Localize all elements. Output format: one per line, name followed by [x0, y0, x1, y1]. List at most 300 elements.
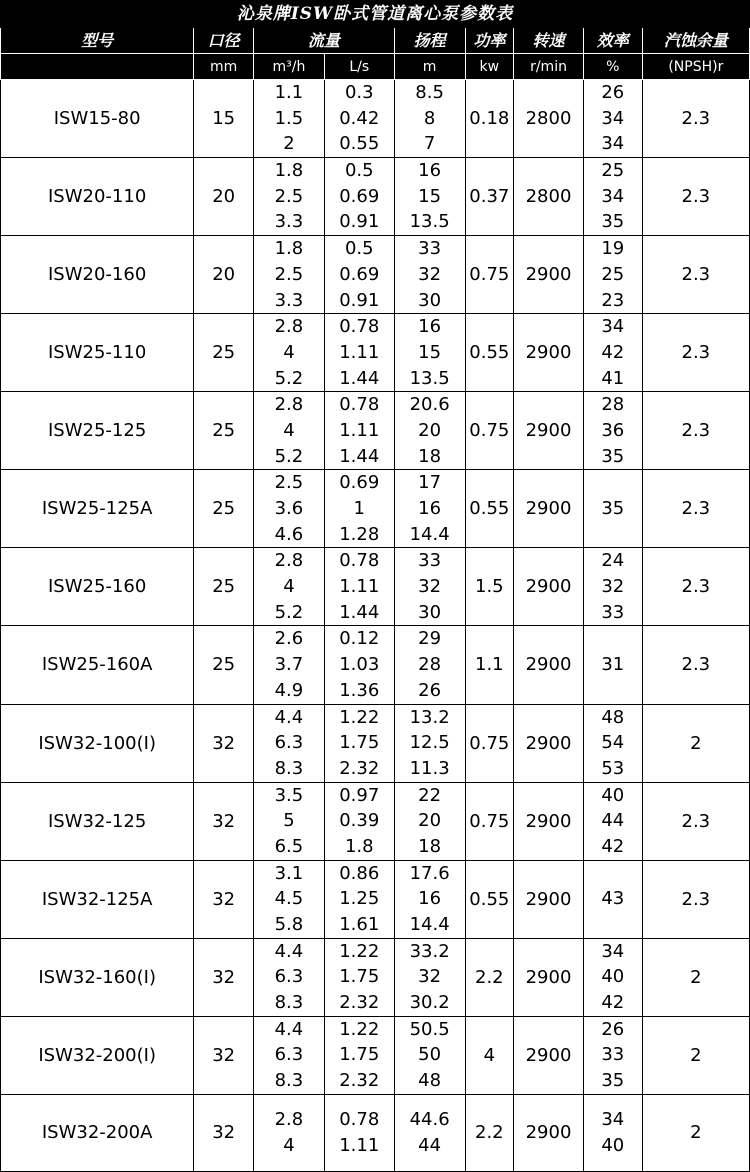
efficiency-cell: [583, 704, 642, 782]
flow-ls-cell-value: 1.11: [339, 576, 380, 598]
efficiency-cell-value: 35: [601, 1070, 625, 1092]
diameter-cell: 32: [194, 1094, 254, 1171]
flow-m3h-cell-value: 6.5: [274, 835, 304, 857]
flow-m3h-cell-value: 4: [283, 341, 295, 363]
header-flow: 流量: [254, 28, 395, 54]
efficiency-cell: [583, 470, 642, 548]
flow-m3h-cell-value: 4.5: [274, 888, 304, 910]
flow-m3h-cell: [254, 704, 325, 782]
efficiency-cell-value: 24: [601, 550, 625, 572]
power-cell: 0.37: [465, 158, 514, 236]
power-cell: 2.2: [465, 938, 514, 1016]
diameter-cell: 32: [194, 938, 254, 1016]
table-row: [1, 938, 750, 1016]
speed-cell: 2900: [514, 236, 584, 314]
model-cell: ISW25-160: [1, 548, 194, 626]
table-row: [1, 236, 750, 314]
diameter-cell: 20: [194, 236, 254, 314]
flow-m3h-cell-value: 4.4: [274, 706, 304, 728]
efficiency-cell-value: 19: [601, 238, 625, 260]
flow-m3h-cell-value: 4.9: [274, 679, 304, 701]
npsh-cell: 2: [642, 938, 749, 1016]
power-cell: 0.75: [465, 782, 514, 860]
flow-m3h-cell-value: 2.6: [274, 628, 304, 650]
head-cell-value: 14.4: [409, 914, 450, 935]
flow-m3h-cell: [254, 470, 325, 548]
table-row: [1, 1016, 750, 1094]
efficiency-cell-value: 33: [601, 1044, 625, 1066]
flow-ls-cell: [324, 938, 394, 1016]
flow-ls-cell-value: 0.97: [339, 784, 380, 806]
speed-cell: 2900: [514, 626, 584, 704]
head-cell-value: 33: [418, 238, 442, 260]
unit-power: kw: [465, 54, 514, 80]
power-cell: 0.55: [465, 470, 514, 548]
head-cell-value: 13.5: [409, 211, 450, 233]
power-cell: 4: [465, 1016, 514, 1094]
model-cell: ISW32-125: [1, 782, 194, 860]
head-cell: [394, 470, 465, 548]
efficiency-cell-value: 53: [601, 757, 625, 779]
flow-ls-cell-value: 1.22: [339, 706, 380, 728]
head-cell-value: 12.5: [409, 732, 450, 754]
efficiency-cell-value: 31: [601, 654, 625, 676]
speed-cell: 2900: [514, 860, 584, 938]
diameter-cell: 25: [194, 392, 254, 470]
unit-head: m: [394, 54, 465, 80]
diameter-cell: 20: [194, 158, 254, 236]
flow-ls-cell-value: 1.75: [339, 966, 380, 988]
efficiency-cell-value: 44: [601, 810, 625, 832]
flow-m3h-cell-value: 6.3: [274, 1044, 304, 1066]
flow-ls-cell-value: 0.78: [339, 550, 380, 572]
efficiency-cell-value: 34: [601, 107, 625, 129]
header-power: 功率: [465, 28, 514, 54]
unit-npsh: (NPSH)r: [642, 54, 749, 80]
model-cell: ISW25-110: [1, 314, 194, 392]
head-cell-value: 18: [418, 835, 442, 857]
flow-m3h-cell-value: 3.6: [274, 498, 304, 519]
head-cell-value: 15: [418, 185, 442, 207]
efficiency-cell: [583, 1094, 642, 1171]
model-cell: ISW20-110: [1, 158, 194, 236]
flow-ls-cell-value: 1.25: [339, 888, 380, 910]
header-head: 扬程: [394, 28, 465, 54]
flow-ls-cell: [324, 548, 394, 626]
head-cell: [394, 392, 465, 470]
flow-ls-cell-value: 1: [353, 498, 365, 519]
flow-ls-cell-value: 1.75: [339, 732, 380, 754]
table-body: [1, 80, 750, 1172]
npsh-cell: 2.3: [642, 158, 749, 236]
head-cell: [394, 236, 465, 314]
flow-m3h-cell-value: 8.3: [274, 1070, 304, 1092]
flow-m3h-cell-value: 5.8: [274, 914, 304, 935]
npsh-cell: 2: [642, 1016, 749, 1094]
head-cell: [394, 80, 465, 158]
head-cell-value: 8: [423, 107, 436, 129]
head-cell: [394, 626, 465, 704]
flow-ls-cell-value: 1.75: [339, 1044, 380, 1066]
table-row: [1, 704, 750, 782]
flow-ls-cell-value: 1.61: [339, 914, 380, 935]
power-cell: 0.55: [465, 860, 514, 938]
flow-m3h-cell-value: 3.1: [274, 862, 304, 884]
flow-m3h-cell: [254, 860, 325, 938]
flow-m3h-cell: [254, 1094, 325, 1171]
flow-m3h-cell-value: 8.3: [274, 992, 304, 1014]
head-cell-value: 15: [418, 341, 442, 363]
efficiency-cell-value: 33: [601, 601, 625, 623]
efficiency-cell-value: 34: [601, 133, 625, 155]
efficiency-cell-value: 28: [601, 394, 625, 416]
header-model: 型号: [1, 28, 194, 54]
diameter-cell: 25: [194, 314, 254, 392]
flow-ls-cell-value: 1.8: [344, 835, 374, 857]
model-cell: ISW32-160(I): [1, 938, 194, 1016]
flow-m3h-cell: [254, 392, 325, 470]
efficiency-cell-value: 48: [601, 706, 625, 728]
flow-m3h-cell: [254, 626, 325, 704]
flow-ls-cell-value: 1.03: [339, 654, 380, 676]
flow-m3h-cell-value: 6.3: [274, 966, 304, 988]
diameter-cell: 25: [194, 470, 254, 548]
head-cell-value: 8.5: [415, 82, 444, 103]
head-cell: [394, 1094, 465, 1171]
flow-m3h-cell-value: 4.6: [274, 523, 304, 545]
flow-ls-cell-value: 2.32: [339, 992, 380, 1014]
flow-ls-cell-value: 0.86: [339, 862, 380, 884]
head-cell-value: 18: [418, 445, 442, 467]
unit-model-blank: [1, 54, 194, 80]
head-cell-value: 44.6: [409, 1109, 450, 1131]
header-npsh: 汽蚀余量: [642, 28, 749, 54]
power-cell: 0.55: [465, 314, 514, 392]
flow-m3h-cell: [254, 782, 325, 860]
unit-speed: r/min: [514, 54, 584, 80]
efficiency-cell-value: 40: [601, 1134, 625, 1156]
flow-ls-cell-value: 2.32: [339, 757, 380, 779]
flow-ls-cell-value: 1.11: [339, 419, 380, 441]
npsh-cell: 2.3: [642, 80, 749, 158]
model-cell: ISW15-80: [1, 80, 194, 158]
flow-ls-cell-value: 1.28: [339, 523, 380, 545]
head-cell-value: 16: [418, 160, 442, 182]
efficiency-cell-value: 42: [601, 835, 625, 857]
head-cell-value: 17.6: [409, 862, 450, 884]
flow-m3h-cell-value: 8.3: [274, 757, 304, 779]
efficiency-cell-value: 25: [601, 263, 625, 285]
flow-ls-cell-value: 1.44: [339, 445, 380, 467]
efficiency-cell-value: 34: [601, 1109, 625, 1131]
efficiency-cell: [583, 80, 642, 158]
model-cell: ISW32-125A: [1, 860, 194, 938]
table-row: [1, 548, 750, 626]
efficiency-cell: [583, 782, 642, 860]
npsh-cell: 2: [642, 1094, 749, 1171]
speed-cell: 2900: [514, 1094, 584, 1171]
efficiency-cell-value: 35: [601, 498, 625, 519]
flow-m3h-cell: [254, 80, 325, 158]
model-cell: ISW25-125: [1, 392, 194, 470]
diameter-cell: 25: [194, 626, 254, 704]
table-row: [1, 392, 750, 470]
flow-ls-cell: [324, 704, 394, 782]
head-cell: [394, 938, 465, 1016]
head-cell-value: 30: [418, 289, 442, 311]
flow-ls-cell: [324, 80, 394, 158]
flow-m3h-cell-value: 3.3: [274, 211, 304, 233]
flow-m3h-cell-value: 6.3: [274, 732, 304, 754]
speed-cell: 2900: [514, 1016, 584, 1094]
speed-cell: 2900: [514, 548, 584, 626]
flow-ls-cell-value: 0.42: [339, 107, 380, 129]
speed-cell: 2900: [514, 704, 584, 782]
head-cell-value: 32: [418, 966, 442, 988]
head-cell-value: 13.5: [409, 367, 450, 389]
efficiency-cell-value: 40: [601, 966, 625, 988]
flow-m3h-cell-value: 4: [283, 576, 295, 598]
npsh-cell: 2.3: [642, 626, 749, 704]
flow-m3h-cell-value: 4.4: [274, 940, 304, 962]
flow-ls-cell-value: 0.5: [344, 160, 374, 182]
flow-ls-cell: [324, 1016, 394, 1094]
speed-cell: 2800: [514, 80, 584, 158]
power-cell: 0.75: [465, 236, 514, 314]
flow-m3h-cell-value: 2.8: [274, 394, 304, 416]
efficiency-cell: [583, 392, 642, 470]
flow-m3h-cell-value: 3.7: [274, 654, 304, 676]
flow-ls-cell: [324, 782, 394, 860]
flow-m3h-cell: [254, 158, 325, 236]
power-cell: 1.1: [465, 626, 514, 704]
flow-ls-cell: [324, 158, 394, 236]
efficiency-cell: [583, 314, 642, 392]
npsh-cell: 2.3: [642, 548, 749, 626]
flow-ls-cell-value: 0.3: [344, 82, 374, 103]
flow-m3h-cell-value: 4.4: [274, 1018, 304, 1040]
flow-m3h-cell-value: 5: [283, 810, 295, 832]
flow-ls-cell-value: 1.22: [339, 1018, 380, 1040]
flow-m3h-cell: [254, 1016, 325, 1094]
efficiency-cell-value: 25: [601, 160, 625, 182]
efficiency-cell-value: 32: [601, 576, 625, 598]
unit-flow-m3h: m³/h: [254, 54, 325, 80]
flow-m3h-cell-value: 1.8: [274, 238, 304, 260]
flow-ls-cell-value: 0.12: [339, 628, 380, 650]
table-row: [1, 782, 750, 860]
speed-cell: 2900: [514, 314, 584, 392]
efficiency-cell-value: 26: [601, 82, 625, 103]
model-cell: ISW20-160: [1, 236, 194, 314]
speed-cell: 2900: [514, 392, 584, 470]
flow-ls-cell-value: 1.44: [339, 601, 380, 623]
flow-m3h-cell: [254, 314, 325, 392]
head-cell-value: 44: [418, 1134, 442, 1156]
efficiency-cell-value: 54: [601, 732, 625, 754]
head-cell-value: 20: [418, 419, 442, 441]
model-cell: ISW32-200A: [1, 1094, 194, 1171]
table-row: [1, 626, 750, 704]
flow-ls-cell: [324, 236, 394, 314]
flow-ls-cell: [324, 314, 394, 392]
flow-ls-cell-value: 1.11: [339, 341, 380, 363]
table-row: [1, 1094, 750, 1171]
flow-m3h-cell-value: 1.8: [274, 160, 304, 182]
flow-ls-cell-value: 0.91: [339, 211, 380, 233]
efficiency-cell-value: 42: [601, 341, 625, 363]
flow-ls-cell-value: 1.36: [339, 679, 380, 701]
speed-cell: 2900: [514, 938, 584, 1016]
npsh-cell: 2.3: [642, 860, 749, 938]
flow-ls-cell-value: 1.11: [339, 1134, 380, 1156]
flow-ls-cell-value: 0.69: [339, 185, 380, 207]
head-cell-value: 30: [418, 601, 442, 623]
table-row: [1, 314, 750, 392]
flow-m3h-cell: [254, 938, 325, 1016]
table-row: [1, 470, 750, 548]
table-row: [1, 860, 750, 938]
power-cell: 0.18: [465, 80, 514, 158]
speed-cell: 2800: [514, 158, 584, 236]
header-efficiency: 效率: [583, 28, 642, 54]
head-cell-value: 14.4: [409, 523, 450, 545]
efficiency-cell: [583, 548, 642, 626]
flow-ls-cell: [324, 392, 394, 470]
head-cell-value: 16: [418, 498, 442, 519]
flow-ls-cell-value: 0.39: [339, 810, 380, 832]
diameter-cell: 32: [194, 860, 254, 938]
speed-cell: 2900: [514, 470, 584, 548]
efficiency-cell-value: 41: [601, 367, 625, 389]
head-cell-value: 16: [418, 888, 442, 910]
efficiency-cell: [583, 938, 642, 1016]
npsh-cell: 2.3: [642, 392, 749, 470]
head-cell-value: 33: [418, 550, 442, 572]
flow-m3h-cell-value: 2.8: [274, 316, 304, 338]
head-cell-value: 33.2: [409, 940, 450, 962]
efficiency-cell-value: 34: [601, 316, 625, 338]
flow-m3h-cell-value: 5.2: [274, 601, 304, 623]
efficiency-cell-value: 36: [601, 419, 625, 441]
flow-ls-cell: [324, 470, 394, 548]
flow-m3h-cell-value: 2.8: [274, 1109, 304, 1131]
flow-ls-cell-value: 0.78: [339, 1109, 380, 1131]
head-cell: [394, 158, 465, 236]
head-cell: [394, 1016, 465, 1094]
unit-flow-ls: L/s: [324, 54, 394, 80]
table-row: [1, 80, 750, 158]
header-diameter: 口径: [194, 28, 254, 54]
head-cell-value: 11.3: [409, 757, 450, 779]
head-cell: [394, 548, 465, 626]
flow-ls-cell-value: 0.69: [339, 263, 380, 285]
flow-m3h-cell-value: 2.5: [274, 185, 304, 207]
flow-ls-cell-value: 0.78: [339, 394, 380, 416]
unit-diameter: mm: [194, 54, 254, 80]
flow-ls-cell: [324, 1094, 394, 1171]
table-row: [1, 158, 750, 236]
flow-m3h-cell: [254, 236, 325, 314]
power-cell: 0.75: [465, 392, 514, 470]
npsh-cell: 2: [642, 704, 749, 782]
efficiency-cell-value: 35: [601, 445, 625, 467]
flow-ls-cell: [324, 860, 394, 938]
flow-ls-cell-value: 0.5: [344, 238, 374, 260]
head-cell-value: 7: [423, 133, 436, 155]
head-cell-value: 16: [418, 316, 442, 338]
efficiency-cell-value: 40: [601, 784, 625, 806]
table-title: 沁泉牌ISW卧式管道离心泵参数表: [1, 1, 750, 28]
efficiency-cell-value: 26: [601, 1018, 625, 1040]
power-cell: 0.75: [465, 704, 514, 782]
header-speed: 转速: [514, 28, 584, 54]
flow-m3h-cell-value: 4: [283, 419, 295, 441]
head-cell: [394, 314, 465, 392]
power-cell: 2.2: [465, 1094, 514, 1171]
head-cell-value: 29: [418, 628, 442, 650]
head-cell-value: 22: [418, 784, 442, 806]
head-cell: [394, 704, 465, 782]
efficiency-cell: [583, 626, 642, 704]
flow-m3h-cell-value: 3.5: [274, 784, 304, 806]
head-cell-value: 17: [418, 472, 442, 494]
npsh-cell: 2.3: [642, 236, 749, 314]
head-cell-value: 50.5: [409, 1018, 450, 1040]
flow-ls-cell-value: 0.55: [339, 133, 380, 155]
head-cell-value: 50: [418, 1044, 442, 1066]
head-cell: [394, 860, 465, 938]
diameter-cell: 15: [194, 80, 254, 158]
flow-m3h-cell-value: 1.5: [274, 107, 304, 129]
model-cell: ISW32-200(I): [1, 1016, 194, 1094]
efficiency-cell-value: 34: [601, 940, 625, 962]
efficiency-cell: [583, 158, 642, 236]
npsh-cell: 2.3: [642, 470, 749, 548]
head-cell-value: 20: [418, 810, 442, 832]
efficiency-cell-value: 35: [601, 211, 625, 233]
flow-m3h-cell: [254, 548, 325, 626]
diameter-cell: 32: [194, 782, 254, 860]
flow-m3h-cell-value: 5.2: [274, 445, 304, 467]
head-cell-value: 13.2: [409, 706, 450, 728]
head-cell-value: 32: [418, 263, 442, 285]
power-cell: 1.5: [465, 548, 514, 626]
efficiency-cell: [583, 860, 642, 938]
model-cell: ISW25-160A: [1, 626, 194, 704]
head-cell-value: 28: [418, 654, 442, 676]
efficiency-cell-value: 34: [601, 185, 625, 207]
head-cell: [394, 782, 465, 860]
flow-ls-cell-value: 2.32: [339, 1070, 380, 1092]
efficiency-cell: [583, 1016, 642, 1094]
flow-m3h-cell-value: 5.2: [274, 367, 304, 389]
head-cell-value: 32: [418, 576, 442, 598]
flow-m3h-cell-value: 3.3: [274, 289, 304, 311]
speed-cell: 2900: [514, 782, 584, 860]
model-cell: ISW32-100(I): [1, 704, 194, 782]
flow-ls-cell-value: 1.44: [339, 367, 380, 389]
flow-m3h-cell-value: 2.8: [274, 550, 304, 572]
flow-ls-cell-value: 0.91: [339, 289, 380, 311]
flow-m3h-cell-value: 4: [283, 1134, 295, 1156]
flow-m3h-cell-value: 2.5: [274, 263, 304, 285]
head-cell-value: 20.6: [409, 394, 450, 416]
efficiency-cell: [583, 236, 642, 314]
efficiency-cell-value: 23: [601, 289, 625, 311]
flow-m3h-cell-value: 2: [283, 133, 295, 155]
head-cell-value: 26: [418, 679, 442, 701]
